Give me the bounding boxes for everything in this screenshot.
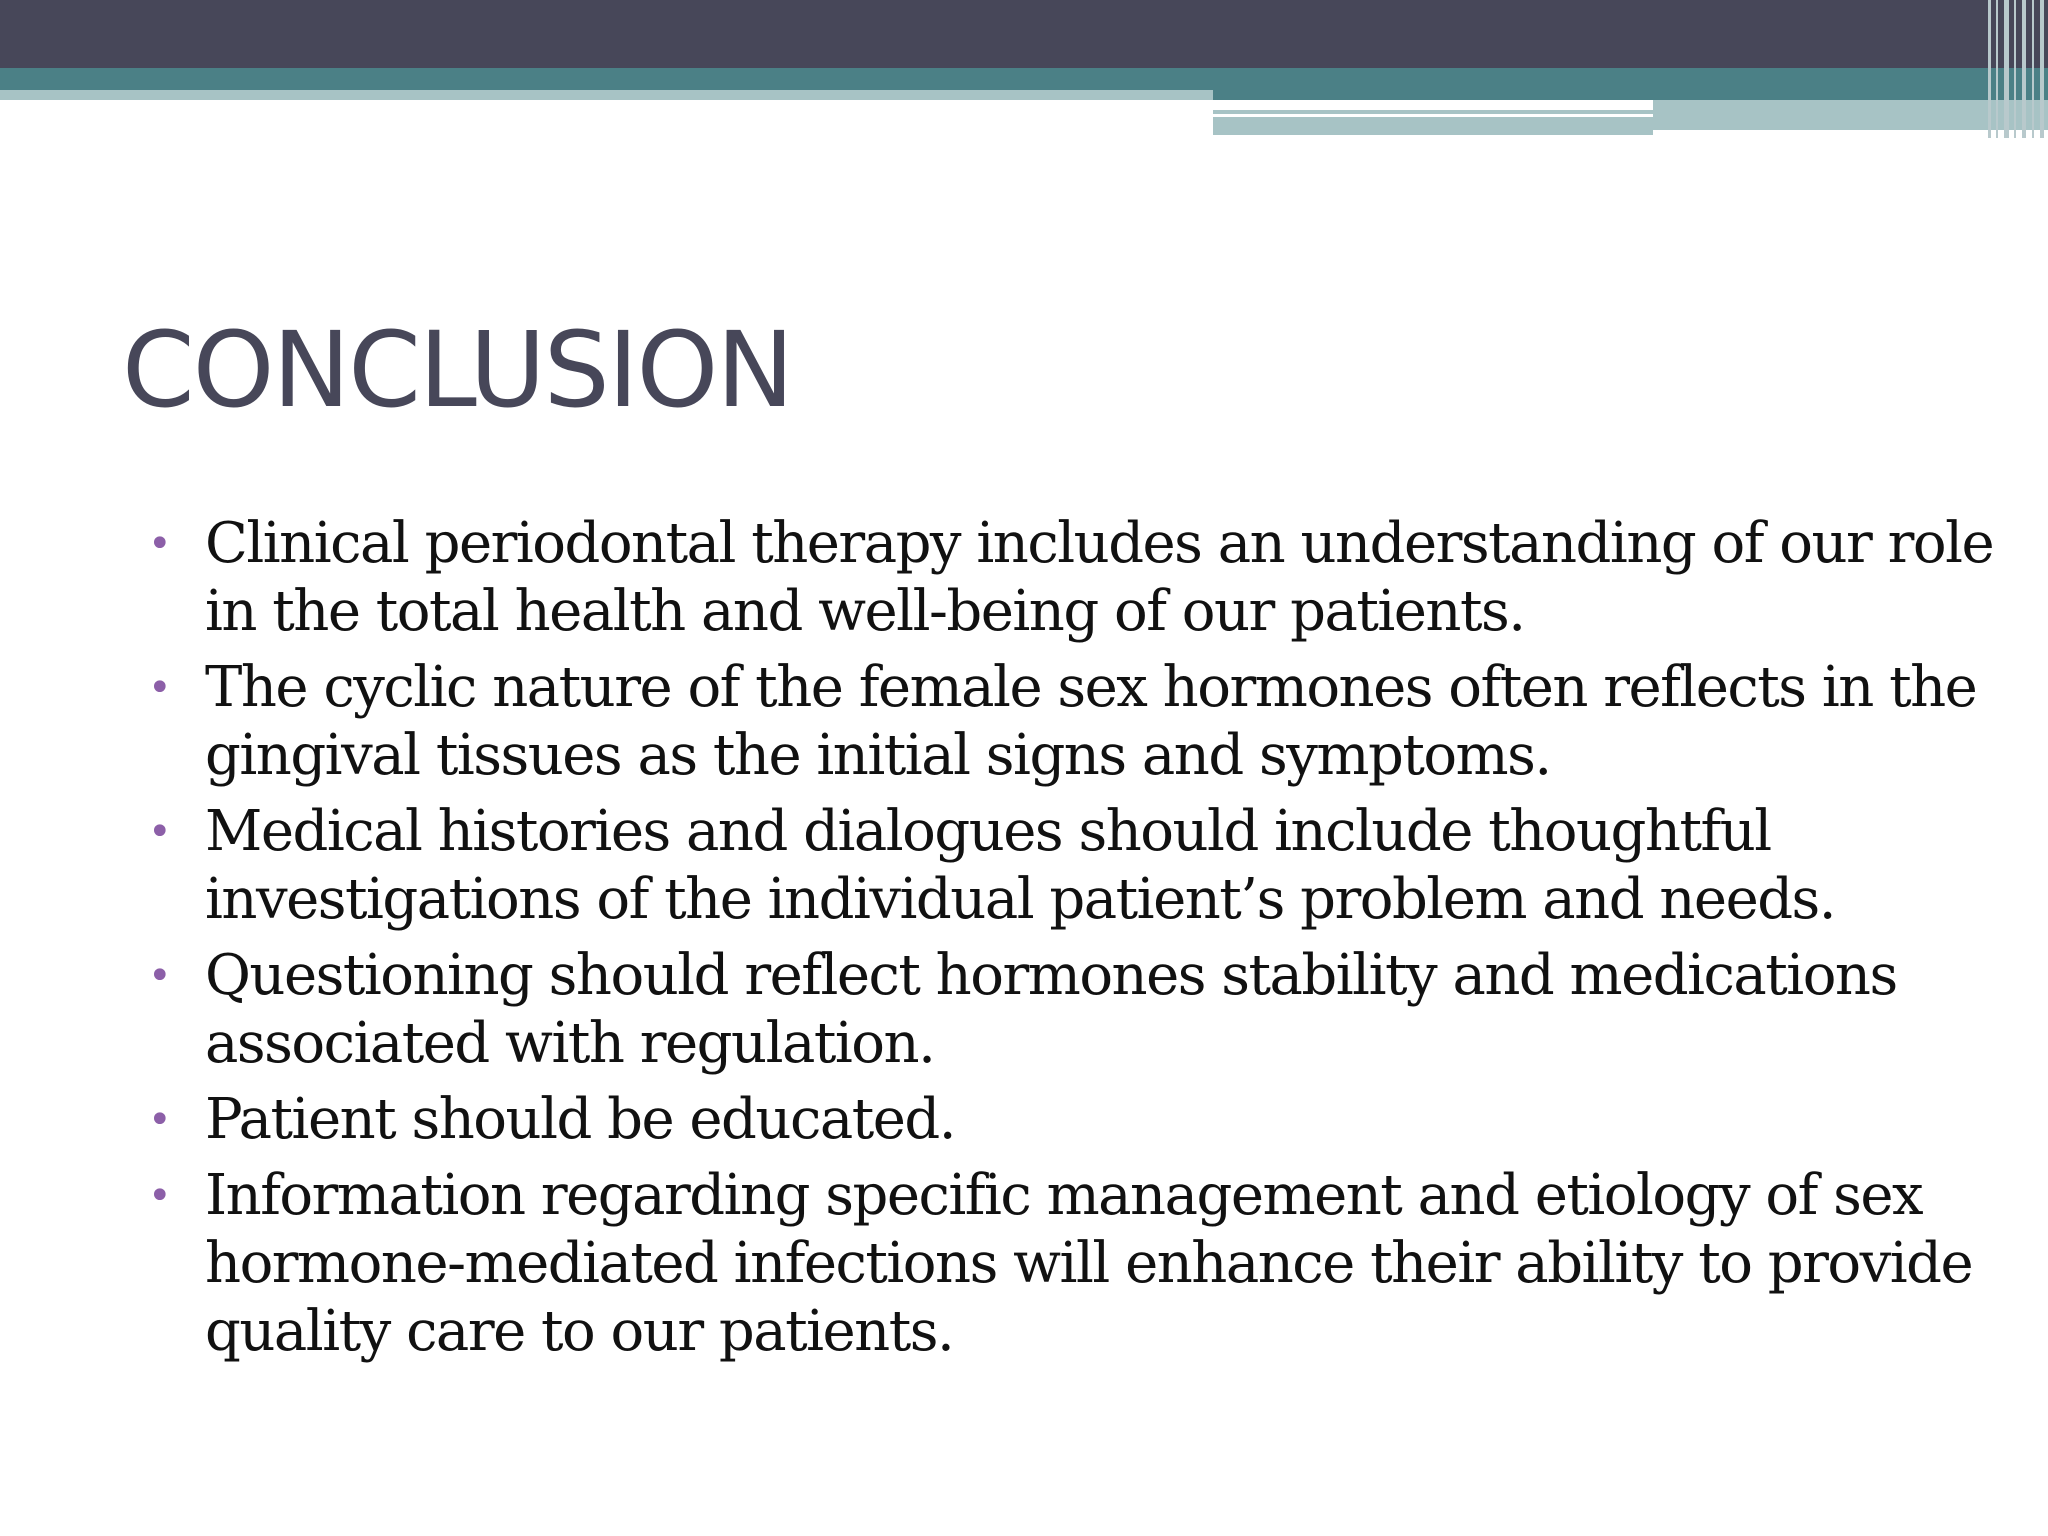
header-band-right-light-block bbox=[1213, 117, 1653, 135]
bullet-dot-icon: • bbox=[148, 521, 171, 567]
bullet-item bbox=[140, 1162, 2000, 1366]
bullet-text: Clinical periodontal therapy includes an understanding of our role in the total health and well-being of our patients. bbox=[205, 511, 1994, 644]
header-band-teal bbox=[0, 68, 2048, 90]
bullet-item bbox=[140, 654, 2000, 790]
bullet-item bbox=[140, 1086, 2000, 1154]
slide-title: CONCLUSION bbox=[122, 309, 793, 431]
bullet-item bbox=[140, 798, 2000, 934]
bullet-dot-icon: • bbox=[148, 1097, 171, 1143]
bullet-dot-icon: • bbox=[148, 953, 171, 999]
bullet-text: Questioning should reflect hormones stability and medications associated with regulation. bbox=[205, 943, 1897, 1076]
bullet-item bbox=[140, 942, 2000, 1078]
header-band-dark bbox=[0, 0, 2048, 68]
bullet-dot-icon: • bbox=[148, 665, 171, 711]
header-band-light bbox=[0, 90, 1213, 100]
bullet-list bbox=[140, 510, 2000, 1374]
bullet-text: The cyclic nature of the female sex hormones often reflects in the gingival tissues as the initial signs and symptoms. bbox=[205, 655, 1977, 788]
bullet-item bbox=[140, 510, 2000, 646]
bullet-text: Information regarding specific management and etiology of sex hormone-mediated infections will enhance their ability to provide quality care to our patients. bbox=[205, 1163, 1973, 1364]
bullet-dot-icon: • bbox=[148, 809, 171, 855]
bullet-text: Medical histories and dialogues should include thoughtful investigations of the individual patient’s problem and needs. bbox=[205, 799, 1836, 932]
header-stripes bbox=[1988, 0, 2048, 138]
header-band-right-teal bbox=[1213, 90, 2048, 100]
bullet-dot-icon: • bbox=[148, 1173, 171, 1219]
bullet-text: Patient should be educated. bbox=[205, 1087, 956, 1152]
